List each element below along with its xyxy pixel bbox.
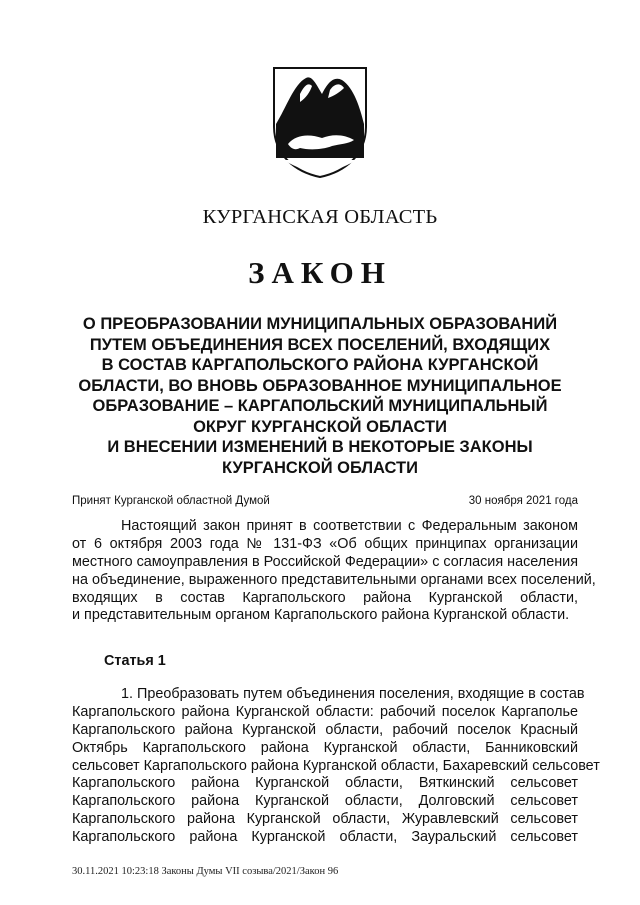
adoption-body: Принят Курганской областной Думой <box>72 495 270 507</box>
text-line: сельсовет Каргапольского района Курганской области, Бахаревский сельсовет <box>72 757 600 774</box>
text-line: 1. Преобразовать путем объединения поселения, входящие в состав <box>121 686 585 702</box>
law-title-line: И ВНЕСЕНИИ ИЗМЕНЕНИЙ В НЕКОТОРЫЕ ЗАКОНЫ <box>107 438 533 456</box>
text-line: Каргапольского района Курганской области, Вяткинский сельсовет <box>72 775 578 792</box>
text-line: Каргапольского района Курганской области, рабочий поселок Красный <box>72 721 578 738</box>
text-line: местного самоуправления в Российской Федерации» с согласия населения <box>72 553 578 570</box>
text-line: Каргапольского района Курганской области: рабочий поселок Каргаполье <box>72 703 578 720</box>
text-line: Настоящий закон принят в соответствии с Федеральным законом <box>121 518 578 534</box>
law-title <box>60 314 580 478</box>
adoption-date: 30 ноября 2021 года <box>468 495 578 507</box>
law-title-line: ПУТЕМ ОБЪЕДИНЕНИЯ ВСЕХ ПОСЕЛЕНИЙ, ВХОДЯЩИХ <box>89 335 551 354</box>
text-line: от 6 октября 2003 года № 131-ФЗ «Об общих принципах организации <box>72 535 578 552</box>
coat-of-arms-icon <box>270 64 370 179</box>
law-title-line: ОКРУГ КУРГАНСКОЙ ОБЛАСТИ <box>193 417 447 436</box>
adoption-line <box>72 495 578 507</box>
preamble-paragraph <box>72 518 596 625</box>
law-title-line: О ПРЕОБРАЗОВАНИИ МУНИЦИПАЛЬНЫХ ОБРАЗОВАНИЙ <box>82 315 558 333</box>
law-title-line: ОБРАЗОВАНИЕ – КАРГАПОЛЬСКИЙ МУНИЦИПАЛЬНЫЙ <box>92 397 548 415</box>
article-heading: Статья 1 <box>104 653 166 669</box>
text-line: Каргапольского района Курганской области, Зауральский сельсовет <box>72 829 578 846</box>
region-heading: КУРГАНСКАЯ ОБЛАСТЬ <box>202 206 438 228</box>
document-footer: 30.11.2021 10:23:18 Законы Думы VII созыва/2021/Закон 96 <box>72 866 339 877</box>
text-line: входящих в состав Каргапольского района Курганской области, <box>72 589 578 606</box>
law-title-line: КУРГАНСКОЙ ОБЛАСТИ <box>222 458 418 477</box>
text-line: и представительным органом Каргапольского района Курганской области. <box>72 607 570 624</box>
text-line: Каргапольского района Курганской области, Журавлевский сельсовет <box>72 811 578 828</box>
law-title-line: В СОСТАВ КАРГАПОЛЬСКОГО РАЙОНА КУРГАНСКОЙ <box>101 356 539 374</box>
text-line: Октябрь Каргапольского района Курганской области, Банниковский <box>72 739 578 756</box>
text-line: на объединение, выраженного представительными органами всех поселений, <box>72 571 596 588</box>
article-paragraph <box>72 686 600 847</box>
text-line: Каргапольского района Курганской области, Долговский сельсовет <box>72 793 578 810</box>
law-heading: ЗАКОН <box>248 255 392 290</box>
law-title-line: ОБЛАСТИ, ВО ВНОВЬ ОБРАЗОВАННОЕ МУНИЦИПАЛЬНОЕ <box>78 376 562 395</box>
